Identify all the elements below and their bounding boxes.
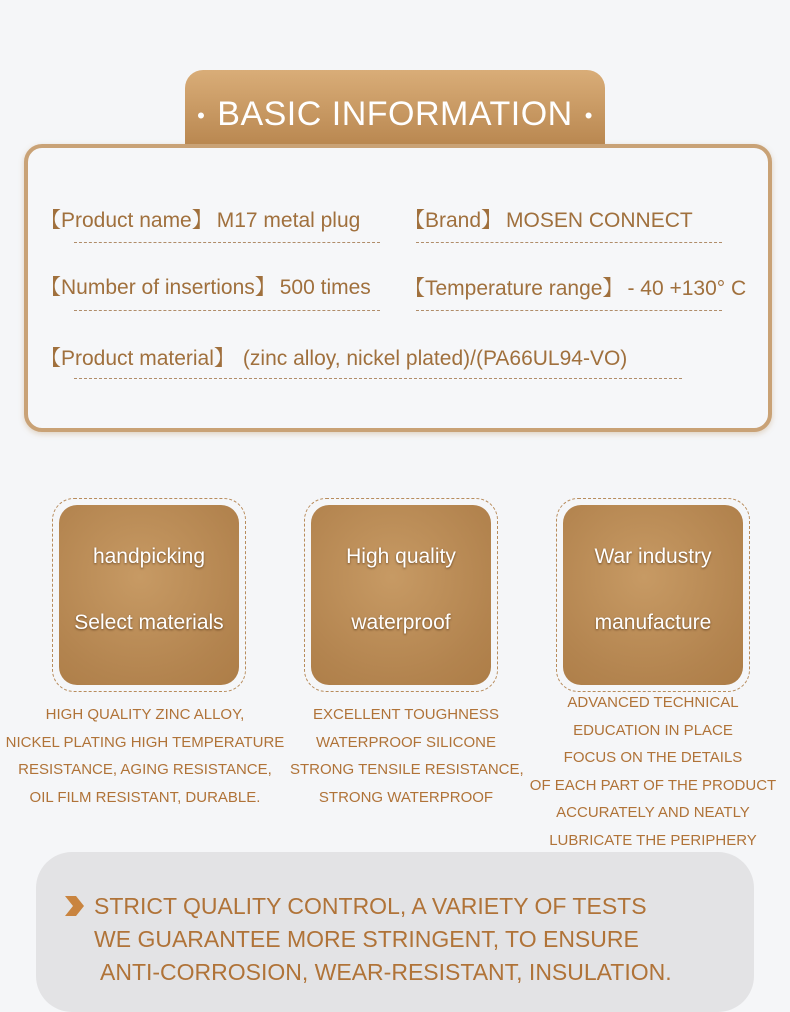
insertions-label: 【Number of insertions】: [40, 276, 276, 299]
feature-title: War industry: [594, 545, 712, 568]
basic-information-header: [185, 70, 605, 148]
insertions-field: [40, 271, 371, 301]
feature-title: High quality: [346, 545, 456, 568]
material-label: 【Product material】: [40, 347, 235, 370]
description-line: EDUCATION IN PLACE: [573, 721, 733, 739]
description-line: ADVANCED TECHNICAL: [567, 694, 739, 711]
material-value: (zinc alloy, nickel plated)/(PA66UL94-VO): [242, 347, 628, 370]
brand-value: MOSEN CONNECT: [506, 209, 693, 232]
feature-tile-inner: [311, 505, 491, 685]
description-line: OIL FILM RESISTANT, DURABLE.: [29, 788, 261, 806]
description-line: HIGH QUALITY ZINC ALLOY,: [45, 706, 245, 723]
feature-description-manufacture: [528, 689, 778, 854]
feature-subtitle: Select materials: [74, 611, 224, 634]
description-line: EXCELLENT TOUGHNESS: [313, 706, 499, 723]
feature-subtitle: waterproof: [351, 611, 451, 634]
feature-description-waterproof: [290, 701, 522, 811]
quality-line-1: STRICT QUALITY CONTROL, A VARIETY OF TESTS: [94, 893, 647, 919]
divider: [74, 310, 380, 311]
description-line: ACCURATELY AND NEATLY: [556, 804, 750, 821]
description-line: RESISTANCE, AGING RESISTANCE,: [18, 761, 272, 778]
bullet-dot-left: •: [197, 103, 206, 129]
section-title: BASIC INFORMATION: [217, 95, 573, 133]
feature-tile-materials: [52, 498, 246, 692]
insertions-value: 500 times: [279, 276, 371, 299]
chevron-right-icon: [62, 894, 86, 918]
feature-title: handpicking: [92, 545, 206, 568]
description-line: WATERPROOF SILICONE: [315, 733, 496, 751]
product-name-label: 【Product name】: [40, 209, 213, 232]
divider: [416, 242, 722, 243]
product-name-field: [40, 204, 360, 234]
brand-label: 【Brand】: [404, 209, 503, 232]
divider: [416, 310, 722, 311]
feature-tile-waterproof: [304, 498, 498, 692]
brand-field: [404, 204, 693, 234]
feature-tile-inner: [563, 505, 743, 685]
feature-description-materials: [4, 701, 286, 811]
description-line: OF EACH PART OF THE PRODUCT: [529, 776, 777, 794]
description-line: STRONG TENSILE RESISTANCE,: [290, 761, 524, 778]
description-line: STRONG WATERPROOF: [318, 788, 494, 806]
description-line: FOCUS ON THE DETAILS: [563, 749, 743, 766]
quality-line-2: WE GUARANTEE MORE STRINGENT, TO ENSURE: [94, 926, 639, 952]
feature-tile-manufacture: [556, 498, 750, 692]
feature-tile-inner: [59, 505, 239, 685]
bullet-dot-right: •: [584, 103, 593, 129]
temperature-label: 【Temperature range】: [404, 277, 624, 300]
material-field: [40, 342, 627, 372]
divider: [74, 378, 682, 379]
feature-subtitle: manufacture: [594, 611, 712, 634]
product-name-value: M17 metal plug: [216, 209, 361, 232]
temperature-value: - 40 +130° C: [627, 277, 747, 300]
description-line: NICKEL PLATING HIGH TEMPERATURE: [5, 733, 285, 751]
temperature-field: [404, 272, 746, 302]
description-line: LUBRICATE THE PERIPHERY: [549, 831, 757, 849]
quality-line-3: ANTI-CORROSION, WEAR-RESISTANT, INSULATION.: [100, 959, 672, 985]
divider: [74, 242, 380, 243]
